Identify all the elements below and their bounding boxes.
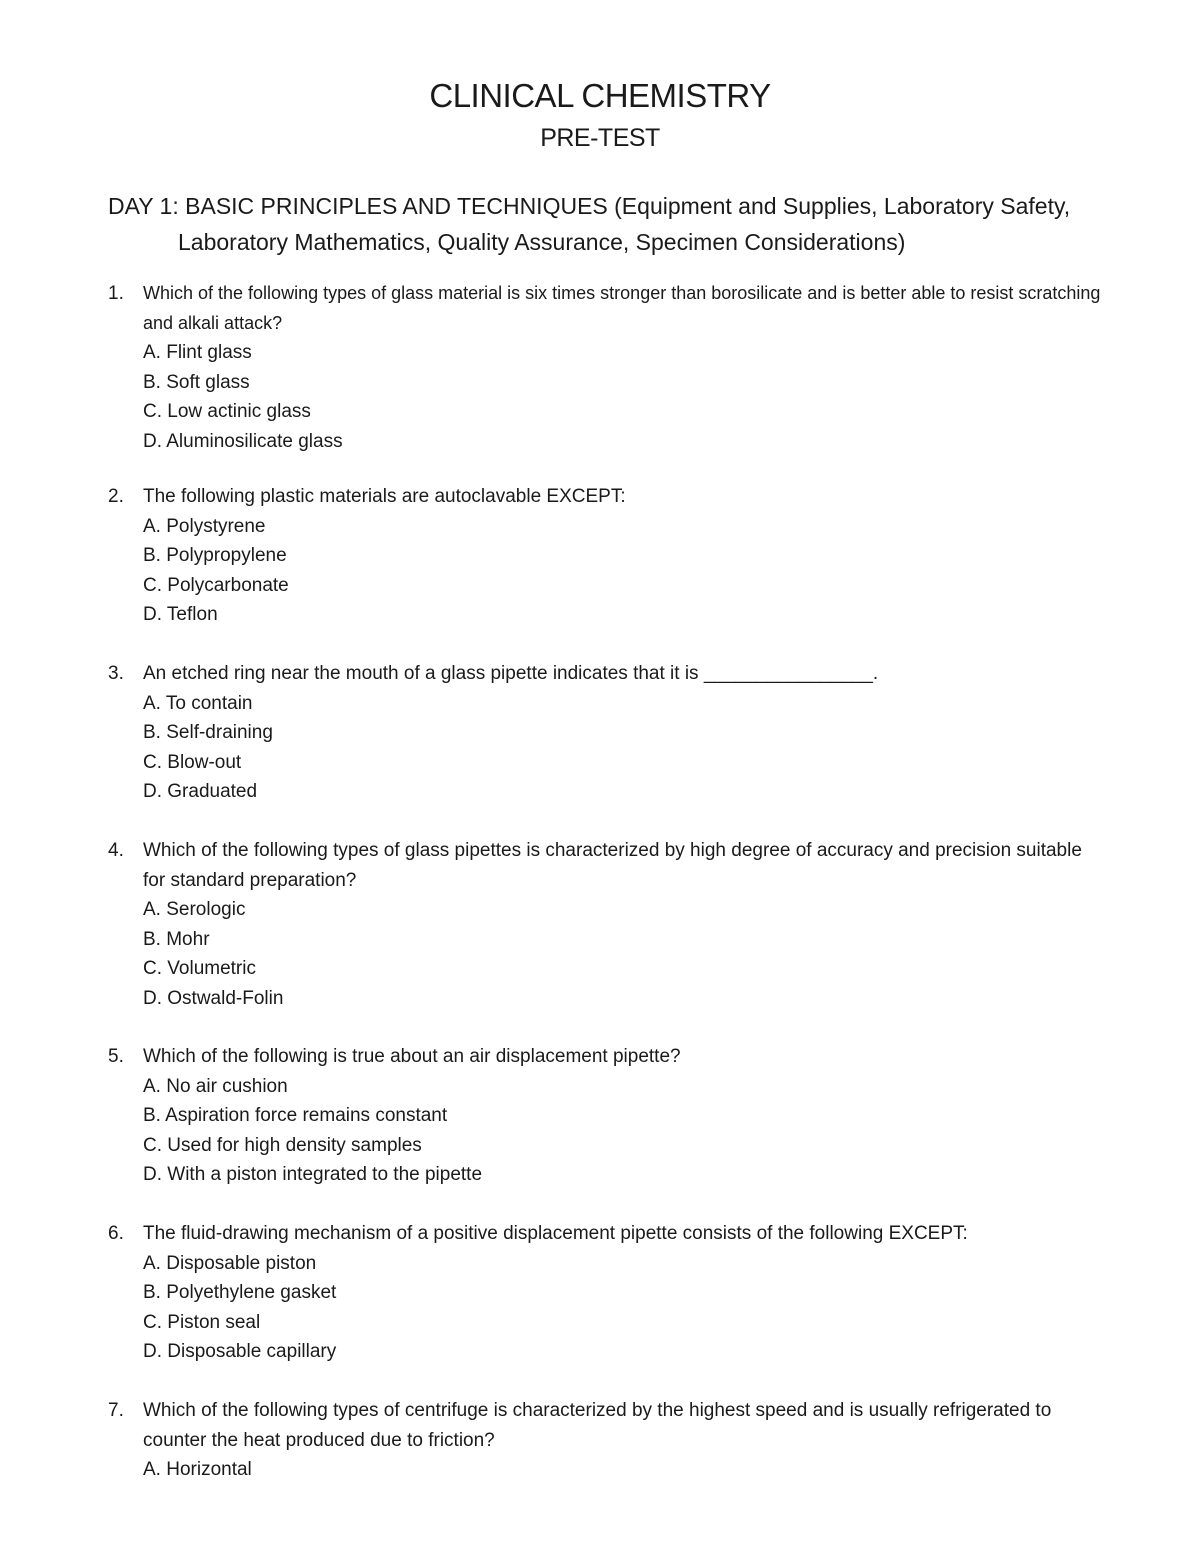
option-d: D. Teflon	[143, 604, 218, 625]
section-heading: DAY 1: BASIC PRINCIPLES AND TECHNIQUES (Equipment and Supplies, Laboratory Safety, Laboratory Mathematics, Quality Assurance, Specimen Considerations)	[108, 193, 1071, 255]
option-a: A. No air cushion	[143, 1075, 288, 1097]
document-title: CLINICAL CHEMISTRY	[429, 77, 771, 114]
question-number: 4.	[108, 840, 124, 861]
option-b: B. Polypropylene	[143, 545, 287, 566]
option-d: D. Ostwald-Folin	[143, 987, 284, 1009]
question-6	[108, 1219, 1108, 1367]
option-b: B. Self-draining	[143, 722, 273, 743]
question-number: 2.	[108, 486, 124, 507]
question-text: The following plastic materials are autoclavable EXCEPT:	[143, 486, 626, 507]
question-number: 5.	[108, 1046, 124, 1067]
option-c: C. Blow-out	[143, 751, 242, 773]
option-c: C. Volumetric	[143, 958, 256, 979]
question-text: Which of the following types of glass pipettes is characterized by high degree of accuracy and precision suitable for standard preparation?	[143, 840, 1082, 891]
option-a: A. Flint glass	[143, 342, 252, 363]
question-7	[108, 1396, 1108, 1485]
option-a: A. Horizontal	[143, 1459, 252, 1480]
question-text: Which of the following is true about an air displacement pipette?	[143, 1046, 681, 1067]
option-b: B. Aspiration force remains constant	[143, 1105, 448, 1126]
question-number: 1.	[108, 283, 124, 304]
question-5	[108, 1042, 1108, 1190]
option-b: B. Mohr	[143, 928, 210, 950]
question-text: The fluid-drawing mechanism of a positive displacement pipette consists of the following EXCEPT:	[143, 1223, 968, 1244]
option-c: C. Piston seal	[143, 1311, 261, 1333]
option-c: C. Used for high density samples	[143, 1134, 422, 1156]
option-d: D. Disposable capillary	[143, 1341, 337, 1362]
option-a: A. Polystyrene	[143, 515, 266, 537]
question-text: An etched ring near the mouth of a glass pipette indicates that it is ________________.	[143, 663, 879, 684]
option-d: D. Graduated	[143, 781, 258, 802]
question-number: 7.	[108, 1400, 124, 1421]
option-a: A. Disposable piston	[143, 1252, 317, 1274]
question-number: 3.	[108, 663, 124, 684]
option-b: B. Soft glass	[143, 371, 250, 393]
question-1	[108, 279, 1108, 456]
document-subtitle: PRE-TEST	[540, 124, 660, 152]
question-number: 6.	[108, 1223, 124, 1244]
option-d: D. With a piston integrated to the pipette	[143, 1164, 483, 1185]
option-a: A. To contain	[143, 692, 253, 714]
question-4	[108, 836, 1108, 1013]
question-2	[108, 482, 1108, 630]
option-d: D. Aluminosilicate glass	[143, 430, 343, 452]
option-c: C. Low actinic glass	[143, 401, 311, 422]
question-text: Which of the following types of glass material is six times stronger than borosilicate and is better able to resist scratching and alkali attack?	[143, 283, 1101, 333]
option-c: C. Polycarbonate	[143, 574, 289, 596]
question-text: Which of the following types of centrifuge is characterized by the highest speed and is usually refrigerated to counter the heat produced due to friction?	[143, 1400, 1052, 1451]
question-3	[108, 659, 1108, 807]
option-a: A. Serologic	[143, 899, 246, 920]
option-b: B. Polyethylene gasket	[143, 1282, 337, 1303]
